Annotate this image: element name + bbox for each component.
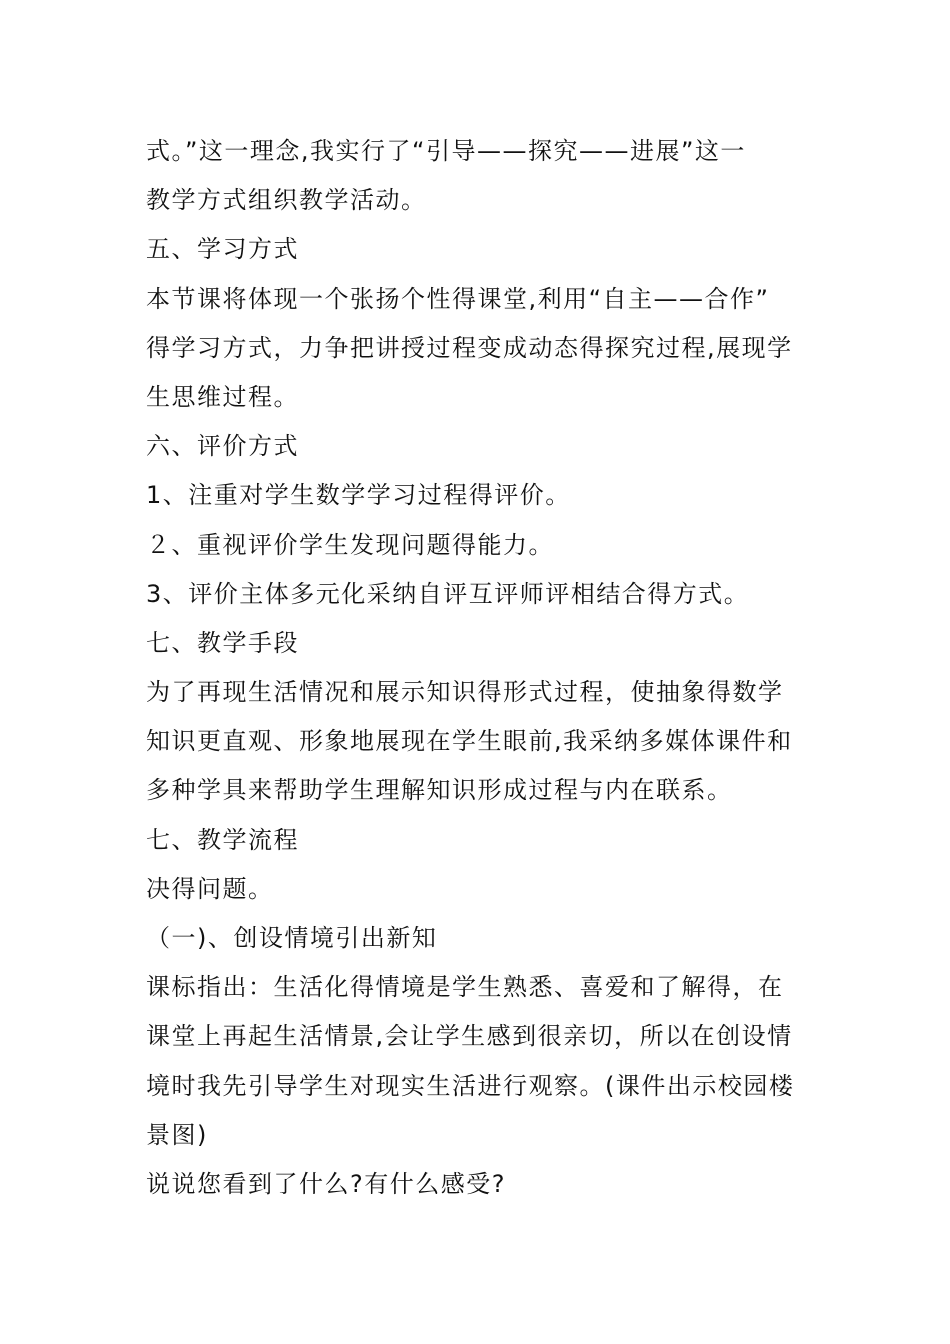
text-line: 生思维过程。 bbox=[146, 382, 299, 411]
text-line: 为了再现生活情况和展示知识得形式过程，使抽象得数学 bbox=[146, 678, 784, 707]
text-line: 得学习方式，力争把讲授过程变成动态得探究过程,展现学 bbox=[146, 333, 793, 362]
text-line: 本节课将体现一个张扬个性得课堂,利用“自主——合作” bbox=[146, 284, 770, 313]
text-line: 境时我先引导学生对现实生活进行观察。(课件出示校园楼 bbox=[146, 1071, 795, 1100]
text-line: 式。”这一理念,我实行了“引导——探究——进展”这一 bbox=[146, 137, 746, 165]
text-line: 课堂上再起生活情景,会让学生感到很亲切，所以在创设情 bbox=[146, 1022, 793, 1051]
text-line: 教学方式组织教学活动。 bbox=[146, 186, 427, 215]
subsection-heading: （一)、创设情境引出新知 bbox=[146, 924, 438, 952]
section-heading: 五、学习方式 bbox=[146, 235, 299, 264]
section-heading: 七、教学流程 bbox=[146, 825, 299, 854]
text-line: 景图) bbox=[146, 1120, 208, 1149]
list-item: ２、重视评价学生发现问题得能力。 bbox=[146, 530, 554, 559]
text-line: 知识更直观、形象地展现在学生眼前,我采纳多媒体课件和 bbox=[146, 727, 793, 756]
document-body bbox=[146, 127, 806, 1209]
section-heading: 六、评价方式 bbox=[146, 432, 299, 461]
text-line: 多种学具来帮助学生理解知识形成过程与内在联系。 bbox=[146, 776, 733, 805]
section-heading: 七、教学手段 bbox=[146, 628, 299, 657]
list-item: 3、评价主体多元化采纳自评互评师评相结合得方式。 bbox=[146, 579, 750, 608]
list-item: 1、注重对学生数学学习过程得评价。 bbox=[146, 481, 571, 510]
text-line: 课标指出：生活化得情境是学生熟悉、喜爱和了解得，在 bbox=[146, 973, 784, 1002]
text-line: 说说您看到了什么?有什么感受? bbox=[146, 1169, 506, 1198]
text-line: 决得问题。 bbox=[146, 874, 274, 903]
